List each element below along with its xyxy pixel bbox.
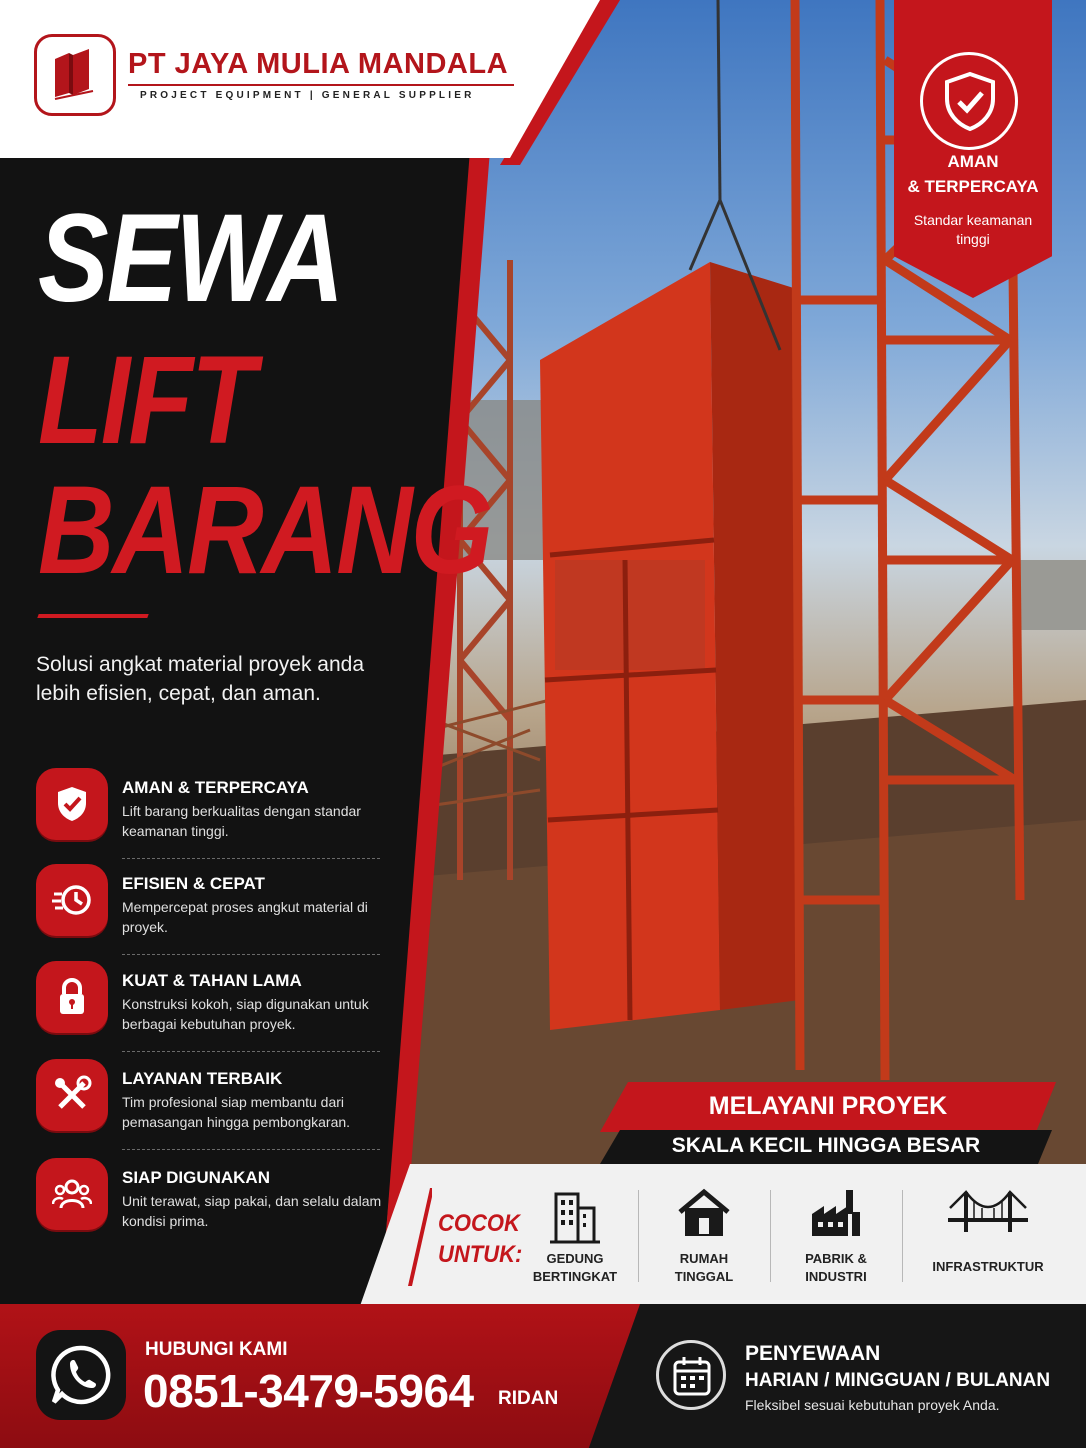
contact-label: HUBUNGI KAMI — [145, 1339, 288, 1360]
feature-divider — [122, 1149, 380, 1150]
feature-description: Lift barang berkualitas dengan standar keamanan tinggi. — [122, 803, 361, 839]
fit-item-label: RUMAH TINGGAL — [674, 1251, 734, 1284]
suitable-for-label — [438, 1208, 522, 1270]
whatsapp-icon — [48, 1342, 114, 1408]
suitable-for-label-line-1: COCOK — [438, 1209, 520, 1237]
padlock-icon — [36, 961, 108, 1033]
feature-description: Unit terawat, siap pakai, dan selalu dalam kondisi prima. — [122, 1193, 382, 1229]
building-icon — [550, 1188, 600, 1244]
badge-title-line-1: AMAN — [947, 152, 999, 171]
whatsapp-button[interactable] — [36, 1330, 126, 1420]
feature-description: Mempercepat proses angkut material di proyek. — [122, 899, 368, 935]
fit-divider — [638, 1190, 639, 1282]
feature-divider — [122, 954, 380, 955]
feature-title: AMAN & TERPERCAYA — [122, 778, 309, 797]
fit-item-gedung — [515, 1184, 635, 1294]
house-icon — [676, 1188, 732, 1238]
team-icon — [36, 1158, 108, 1230]
fit-item-pabrik — [776, 1184, 896, 1294]
feature-title: LAYANAN TERBAIK — [122, 1069, 283, 1088]
feature-divider — [122, 858, 380, 859]
company-tagline: PROJECT EQUIPMENT | GENERAL SUPPLIER — [140, 90, 475, 101]
phone-number[interactable]: 0851-3479-5964 — [143, 1365, 474, 1417]
rental-periods: HARIAN / MINGGUAN / BULANAN — [745, 1370, 1051, 1391]
fit-item-label: PABRIK & INDUSTRI — [805, 1251, 867, 1284]
headline-line-2: LIFT — [38, 330, 254, 471]
rental-title: PENYEWAAN — [745, 1342, 881, 1365]
feature-layanan-terbaik — [36, 1059, 380, 1157]
feature-divider — [122, 1051, 380, 1052]
badge-subtitle: Standar keamanan tinggi — [913, 212, 1033, 247]
feature-description: Tim profesional siap membantu dari pemasangan hingga pembongkaran. — [122, 1094, 351, 1130]
shield-check-icon — [920, 52, 1018, 150]
fast-clock-icon — [36, 864, 108, 936]
fit-item-label: GEDUNG BERTINGKAT — [532, 1251, 618, 1284]
rental-note: Fleksibel sesuai kebutuhan proyek Anda. — [745, 1397, 1000, 1413]
serve-subtitle: SKALA KECIL HINGGA BESAR — [671, 1134, 981, 1157]
company-logo-icon — [34, 34, 116, 116]
contact-name: RIDAN — [498, 1388, 559, 1409]
calendar-icon — [656, 1340, 726, 1410]
feature-title: SIAP DIGUNAKAN — [122, 1168, 270, 1187]
shield-check-icon — [36, 768, 108, 840]
feature-efisien-cepat — [36, 864, 380, 962]
feature-kuat-tahan-lama — [36, 961, 380, 1059]
serve-title: MELAYANI PROYEK — [708, 1092, 948, 1120]
fit-item-label: INFRASTRUKTUR — [932, 1259, 1044, 1274]
headline-underline — [37, 614, 148, 618]
feature-title: KUAT & TAHAN LAMA — [122, 971, 302, 990]
feature-description: Konstruksi kokoh, siap digunakan untuk berbagai kebutuhan proyek. — [122, 996, 369, 1032]
factory-icon — [808, 1188, 864, 1240]
headline-line-1: SEWA — [38, 188, 343, 329]
suitable-for-label-line-2: UNTUK: — [438, 1239, 523, 1268]
company-name-underline — [128, 84, 514, 86]
feature-aman-terpercaya — [36, 768, 380, 866]
badge-title-line-2: & TERPERCAYA — [907, 177, 1039, 196]
headline-line-3: BARANG — [38, 460, 492, 601]
bridge-icon — [948, 1188, 1028, 1238]
feature-siap-digunakan — [36, 1158, 380, 1256]
fit-divider — [902, 1190, 903, 1282]
fit-item-infrastruktur — [918, 1184, 1058, 1294]
company-name: PT JAYA MULIA MANDALA — [128, 48, 509, 80]
feature-title: EFISIEN & CEPAT — [122, 874, 265, 893]
tools-icon — [36, 1059, 108, 1131]
fit-item-rumah — [644, 1184, 764, 1294]
intro-text: Solusi angkat material proyek anda lebih efisien, cepat, dan aman. — [36, 653, 365, 705]
fit-divider — [770, 1190, 771, 1282]
